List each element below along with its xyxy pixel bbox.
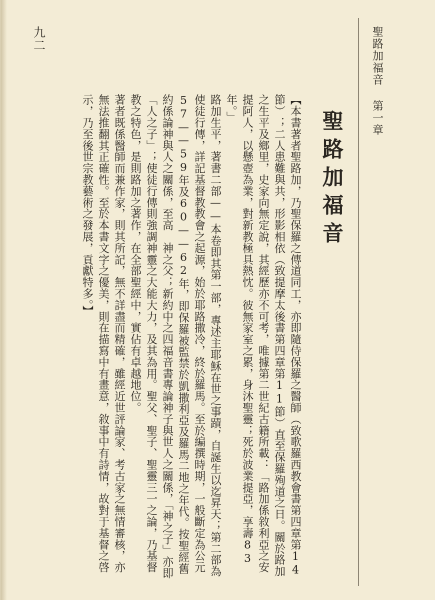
header-divider-rule — [358, 18, 359, 586]
paragraph: 【本書著者聖路加，乃聖保羅之傳道同工，亦即隨侍保羅之醫師（致歌羅西教會書第四章第14節）；二人患難與共，形影相依（致提摩太後書第四章第11節）直至保羅殉道之日。關於路加之生平及鄉里，史家向無定說，其經歷亦不可考，唯據第二世紀古籍所載：「路加係敘利亞之安提阿人，以懸壺為業，對新教極具熱忱。彼無家室之累，身沐聖靈；死於波業提亞，享壽83年。」 — [225, 94, 302, 577]
running-title: 聖路加福音 — [371, 26, 384, 86]
page-number: 九二 — [32, 26, 46, 52]
section-title: 聖路加福音 — [320, 110, 345, 250]
paragraph: 著者既係醫師而兼作家，則其所記，無不詳盡而精確，雖經近世評論家、考古家之無情審核，亦無法推翻其正確性。至於本書文字之優美，則在描寫中有畫意，敘事中有詩情，故對于基督之啓示，乃至後世宗教藝術之發展，貢獻特多。】 — [81, 94, 126, 573]
chapter-label: 第一章 — [371, 100, 384, 136]
page-edge-shadow — [1, 0, 7, 600]
paragraph: 路加生平，著書二部——本卷即其第一部，專述主耶穌在世之事蹟，自誕生以迄昇天；第二部為使徒行傳，詳記基督教教會之起源，始於耶路撒冷，終於羅馬。至於編撰時期，一般斷定為公元57——59年及60——62年，即保羅被監禁於凱撒利亞及羅馬二地之年代。按聖經舊約係論神與人之關係，至高 神之父；新約中之四福音書專論神子與世人之關係，「神之子」亦即「人之子」；使徒行傳則強調神靈之大能大力，及其為用。聖父、聖子、聖靈三一之論，乃基督教之特色，是則路加之著作，在全部聖經中，實佔有卓越地位。 — [129, 94, 222, 579]
body-text — [49, 94, 303, 580]
